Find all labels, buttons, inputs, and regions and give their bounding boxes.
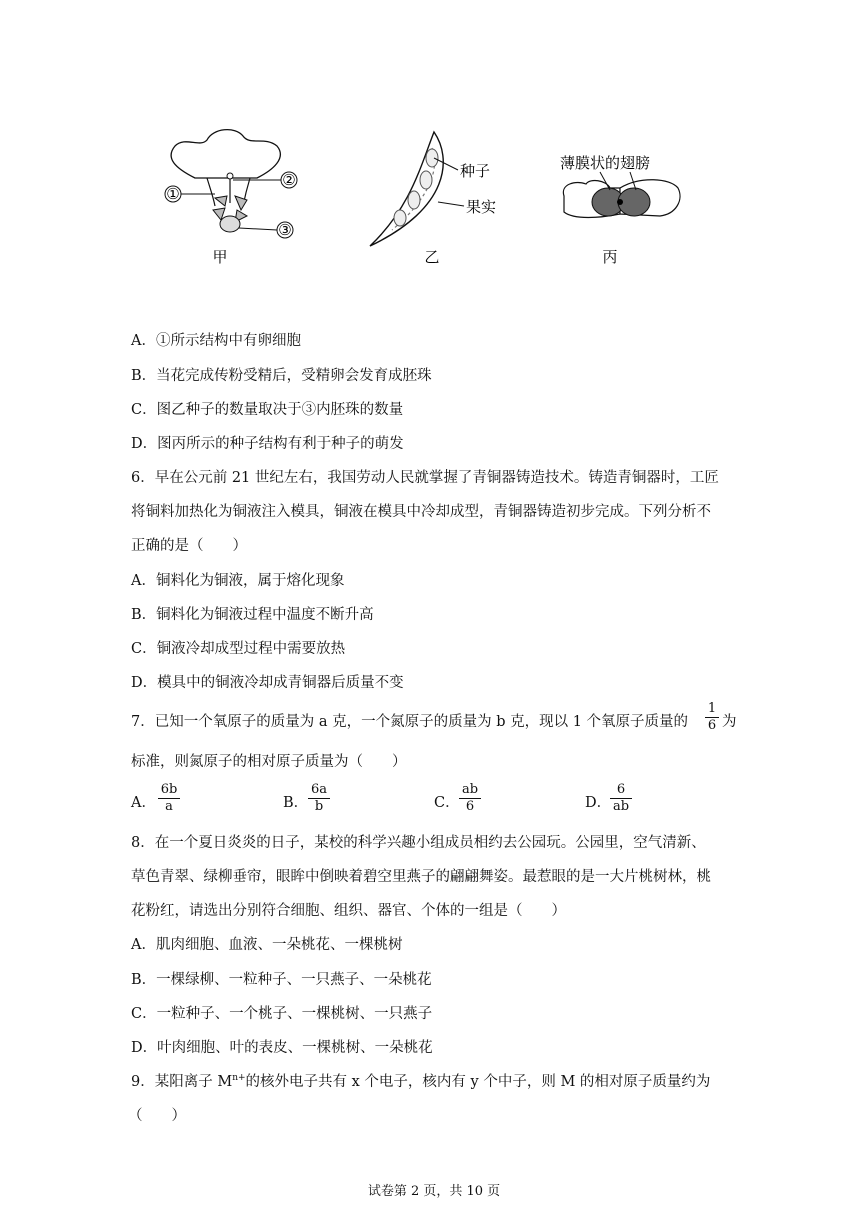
q7-option-b-den: b xyxy=(314,799,324,814)
q7-option-d-fraction xyxy=(610,782,632,815)
q7-stem-line-1-end: 为 xyxy=(722,714,737,730)
q8-option-c: C．一粒种子、一个桃子、一棵桃树、一只燕子 xyxy=(131,1006,433,1022)
q9-stem-start: 9．某阳离子 M xyxy=(131,1074,233,1090)
flower-diagram xyxy=(155,118,305,268)
q9-stem-rest: 的核外电子共有 x 个电子，核内有 y 个中子，则 M 的相对原子质量约为 xyxy=(245,1074,711,1090)
q7-option-a-num: 6b xyxy=(158,782,180,799)
figure-caption-jia: 甲 xyxy=(212,248,228,266)
q7-option-c-den: 6 xyxy=(465,799,475,814)
q7-option-c-fraction xyxy=(459,782,481,815)
q9-stem-line-1 xyxy=(131,1070,710,1091)
q8-option-d: D．叶肉细胞、叶的表皮、一棵桃树、一朵桃花 xyxy=(131,1040,433,1056)
q7-stem-fraction-den: 6 xyxy=(707,718,717,733)
q5-option-b: B．当花完成传粉受精后，受精卵会发育成胚珠 xyxy=(131,368,432,384)
q5-option-a: A．①所示结构中有卵细胞 xyxy=(131,333,301,349)
q7-stem-fraction-num: 1 xyxy=(705,701,719,718)
q6-option-d: D．模具中的铜液冷却成青铜器后质量不变 xyxy=(131,675,404,691)
q7-stem-line-2: 标准，则氮原子的相对原子质量为（ ） xyxy=(131,754,407,770)
flower-label-2: ② xyxy=(282,171,296,189)
q8-stem-line-3: 花粉红，请选出分别符合细胞、组织、器官、个体的一组是（ ） xyxy=(131,903,566,919)
q6-stem-line-2: 将铜料加热化为铜液注入模具，铜液在模具中冷却成型，青铜器铸造初步完成。下列分析不 xyxy=(131,504,711,520)
q7-option-d-den: ab xyxy=(612,799,630,814)
q6-option-a: A．铜料化为铜液，属于熔化现象 xyxy=(131,573,345,589)
pod-label-fruit: 果实 xyxy=(466,198,497,216)
figure-caption-bing: 丙 xyxy=(602,248,618,266)
flower-label-1: ① xyxy=(166,185,180,203)
q7-option-d-num: 6 xyxy=(610,782,632,799)
q5-option-d: D．图丙所示的种子结构有利于种子的萌发 xyxy=(131,436,404,452)
q6-stem-line-3: 正确的是（ ） xyxy=(131,538,247,554)
pod-diagram xyxy=(360,118,540,268)
q8-stem-line-1: 8．在一个夏日炎炎的日子，某校的科学兴趣小组成员相约去公园玩。公园里，空气清新、 xyxy=(131,835,706,851)
q5-option-c: C．图乙种子的数量取决于③内胚珠的数量 xyxy=(131,402,404,418)
q8-option-a: A．肌肉细胞、血液、一朵桃花、一棵桃树 xyxy=(131,937,403,953)
pod-label-seed: 种子 xyxy=(460,162,491,180)
q9-stem-line-2: （ ） xyxy=(128,1108,186,1124)
q8-option-b: B．一棵绿柳、一粒种子、一只燕子、一朵桃花 xyxy=(131,972,432,988)
q8-stem-line-2: 草色青翠、绿柳垂帘，眼眸中倒映着碧空里燕子的翩翩舞姿。最惹眼的是一大片桃树林，桃 xyxy=(131,869,711,885)
q7-option-a-den: a xyxy=(165,799,173,814)
q7-option-b-num: 6a xyxy=(308,782,330,799)
q6-option-c: C．铜液冷却成型过程中需要放热 xyxy=(131,641,346,657)
page-footer: 试卷第 2 页，共 10 页 xyxy=(367,1184,501,1199)
q9-charge-superscript: n+ xyxy=(232,1073,246,1084)
q7-stem-fraction xyxy=(705,701,719,734)
q7-option-b-letter: B． xyxy=(283,795,309,811)
q7-option-a-fraction xyxy=(158,782,180,815)
flower-label-3: ③ xyxy=(278,221,292,239)
q7-option-d-letter: D． xyxy=(585,795,612,811)
winged-seed-diagram xyxy=(550,118,710,268)
q7-option-b-fraction xyxy=(308,782,330,815)
q7-option-c-num: ab xyxy=(459,782,481,799)
q7-option-c-letter: C． xyxy=(434,795,460,811)
q6-option-b: B．铜料化为铜液过程中温度不断升高 xyxy=(131,607,374,623)
q7-option-a-letter: A． xyxy=(131,795,156,811)
q6-stem-line-1: 6．早在公元前 21 世纪左右，我国劳动人民就掌握了青铜器铸造技术。铸造青铜器时，工匠 xyxy=(131,470,719,486)
winged-seed-label: 薄膜状的翅膀 xyxy=(560,154,651,172)
figure-caption-yi: 乙 xyxy=(424,248,440,266)
figure-row xyxy=(150,118,710,278)
q7-stem-line-1: 7．已知一个氧原子的质量为 a 克，一个氮原子的质量为 b 克，现以 1 个氧原子质量的 xyxy=(131,714,689,730)
